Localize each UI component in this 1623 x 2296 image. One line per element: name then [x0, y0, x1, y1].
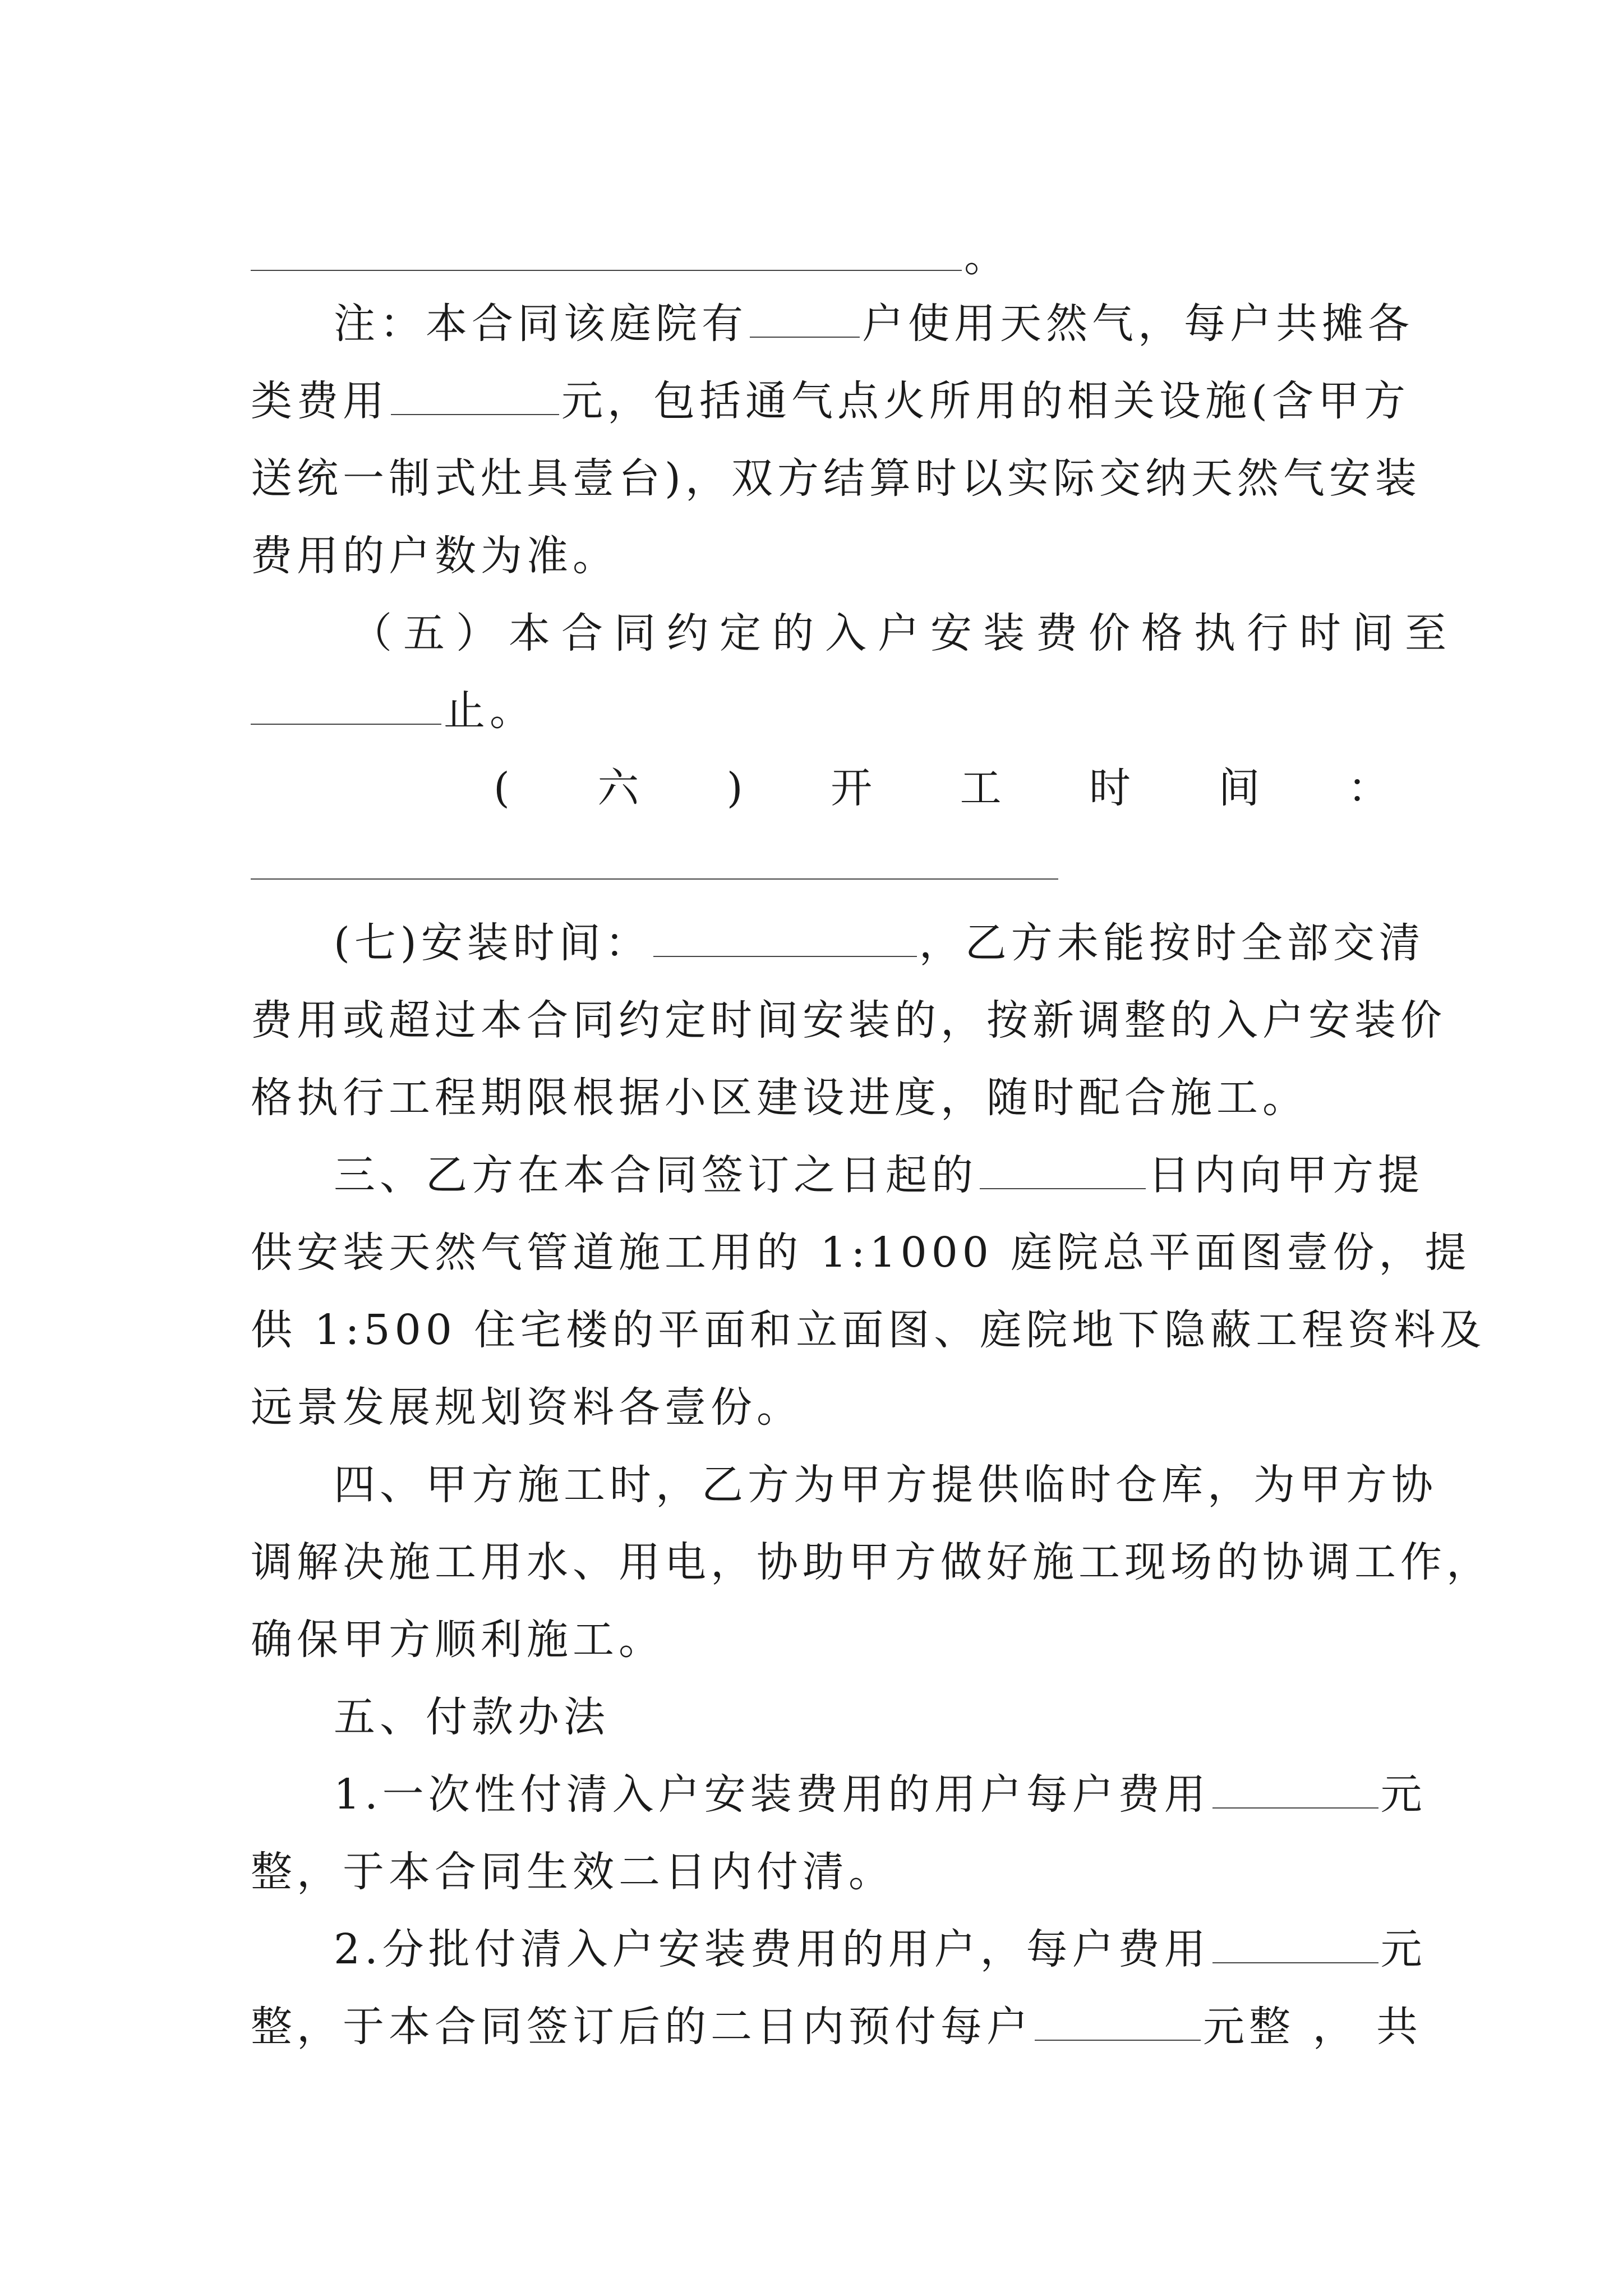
text-line: [251, 1844, 1389, 1900]
text-segment: 四、甲方施工时，乙方为甲方提供临时仓库，为甲方协: [334, 1461, 1437, 1509]
text-char: 工: [960, 764, 1002, 812]
fill-in-blank: [750, 300, 860, 338]
text-line: [251, 1302, 1486, 1358]
text-line: [334, 1457, 1437, 1513]
fill-in-blank: [391, 377, 559, 415]
text-segment: 2.分批付清入户安装费用的用户，每户费用: [334, 1925, 1210, 1973]
text-segment: 供 1:500 住宅楼的平面和立面图、庭院地下隐蔽工程资料及: [251, 1306, 1486, 1354]
text-segment: 。: [964, 233, 1010, 281]
text-char: ): [726, 764, 743, 812]
text-segment: 五、付款办法: [334, 1693, 610, 1741]
text-line: [251, 1612, 1389, 1668]
text-segment: （五）本合同约定的入户安装费价格执行时间至: [351, 609, 1458, 657]
text-char: 时: [1089, 764, 1131, 812]
text-line: [334, 1766, 1427, 1823]
text-segment: 远景发展规划资料各壹份。: [251, 1383, 803, 1432]
text-line: [251, 528, 1389, 584]
fill-in-blank: [251, 687, 441, 725]
text-segment: 整，于本合同生效二日内付清。: [251, 1848, 895, 1896]
fill-in-blank: [980, 1151, 1146, 1189]
text-segment: 送统一制式灶具壹台)，双方结算时以实际交纳天然气安装: [251, 454, 1421, 503]
text-segment: (七)安装时间：: [334, 919, 651, 967]
text-line: [251, 1379, 1389, 1435]
text-segment: 注：本合同该庭院有: [334, 300, 748, 348]
text-segment: 确保甲方顺利施工。: [251, 1616, 665, 1664]
text-segment: 户使用天然气，每户共摊各: [862, 300, 1414, 348]
text-char: 间: [1218, 764, 1260, 812]
text-line: [251, 838, 1389, 894]
text-segment: 整，于本合同签订后的二日内预付每户: [251, 2003, 1032, 2051]
text-segment: 类费用: [251, 377, 389, 425]
text-char: 开: [831, 764, 873, 812]
text-segment: ，乙方未能按时全部交清: [919, 919, 1425, 967]
text-line: [251, 1225, 1471, 1281]
text-segment: 元，包括通气点火所用的相关设施(含甲方: [561, 377, 1410, 425]
text-line: [251, 683, 1389, 739]
text-segment: 格执行工程期限根据小区建设进度，随时配合施工。: [251, 1074, 1308, 1122]
text-line: [494, 760, 1389, 816]
section-heading: [334, 1689, 1389, 1745]
fill-in-blank: [1035, 2003, 1201, 2041]
text-line: [251, 373, 1410, 429]
text-segment: 1.一次性付清入户安装费用的用户每户费用: [334, 1770, 1210, 1819]
fill-in-blank: [1212, 1770, 1378, 1809]
text-line: [251, 450, 1421, 507]
text-line: [334, 1147, 1424, 1203]
text-line: [334, 1921, 1427, 1977]
fill-in-blank: [653, 919, 917, 957]
text-char: 六: [597, 764, 639, 812]
text-line: [334, 915, 1425, 971]
text-line: [251, 1070, 1389, 1126]
text-segment: 止。: [444, 687, 536, 735]
fill-in-blank: [251, 841, 1058, 880]
text-line: [334, 296, 1414, 352]
text-line: [251, 1999, 1423, 2055]
text-segment: 元: [1380, 1925, 1427, 1973]
text-segment: 费用或超过本合同约定时间安装的，按新调整的入户安装价: [251, 996, 1446, 1045]
text-line: [251, 1534, 1492, 1590]
text-line: [351, 605, 1458, 661]
text-segment: 费用的户数为准。: [251, 532, 619, 580]
text-line: [251, 229, 1389, 285]
text-segment: 元: [1380, 1770, 1427, 1819]
text-segment: 供安装天然气管道施工用的 1:1000 庭院总平面图壹份，提: [251, 1228, 1471, 1277]
text-line: [251, 992, 1446, 1048]
text-segment: 调解决施工用水、用电，协助甲方做好施工现场的协调工作，: [251, 1538, 1492, 1586]
text-char: (: [494, 764, 510, 812]
text-segment: 日内向甲方提: [1148, 1151, 1424, 1199]
fill-in-blank: [1212, 1925, 1378, 1963]
text-segment: 元整 ， 共: [1203, 2003, 1423, 2051]
fill-in-blank: [251, 233, 962, 271]
text-segment: 三、乙方在本合同签订之日起的: [334, 1151, 978, 1199]
text-char: ：: [1347, 764, 1389, 812]
